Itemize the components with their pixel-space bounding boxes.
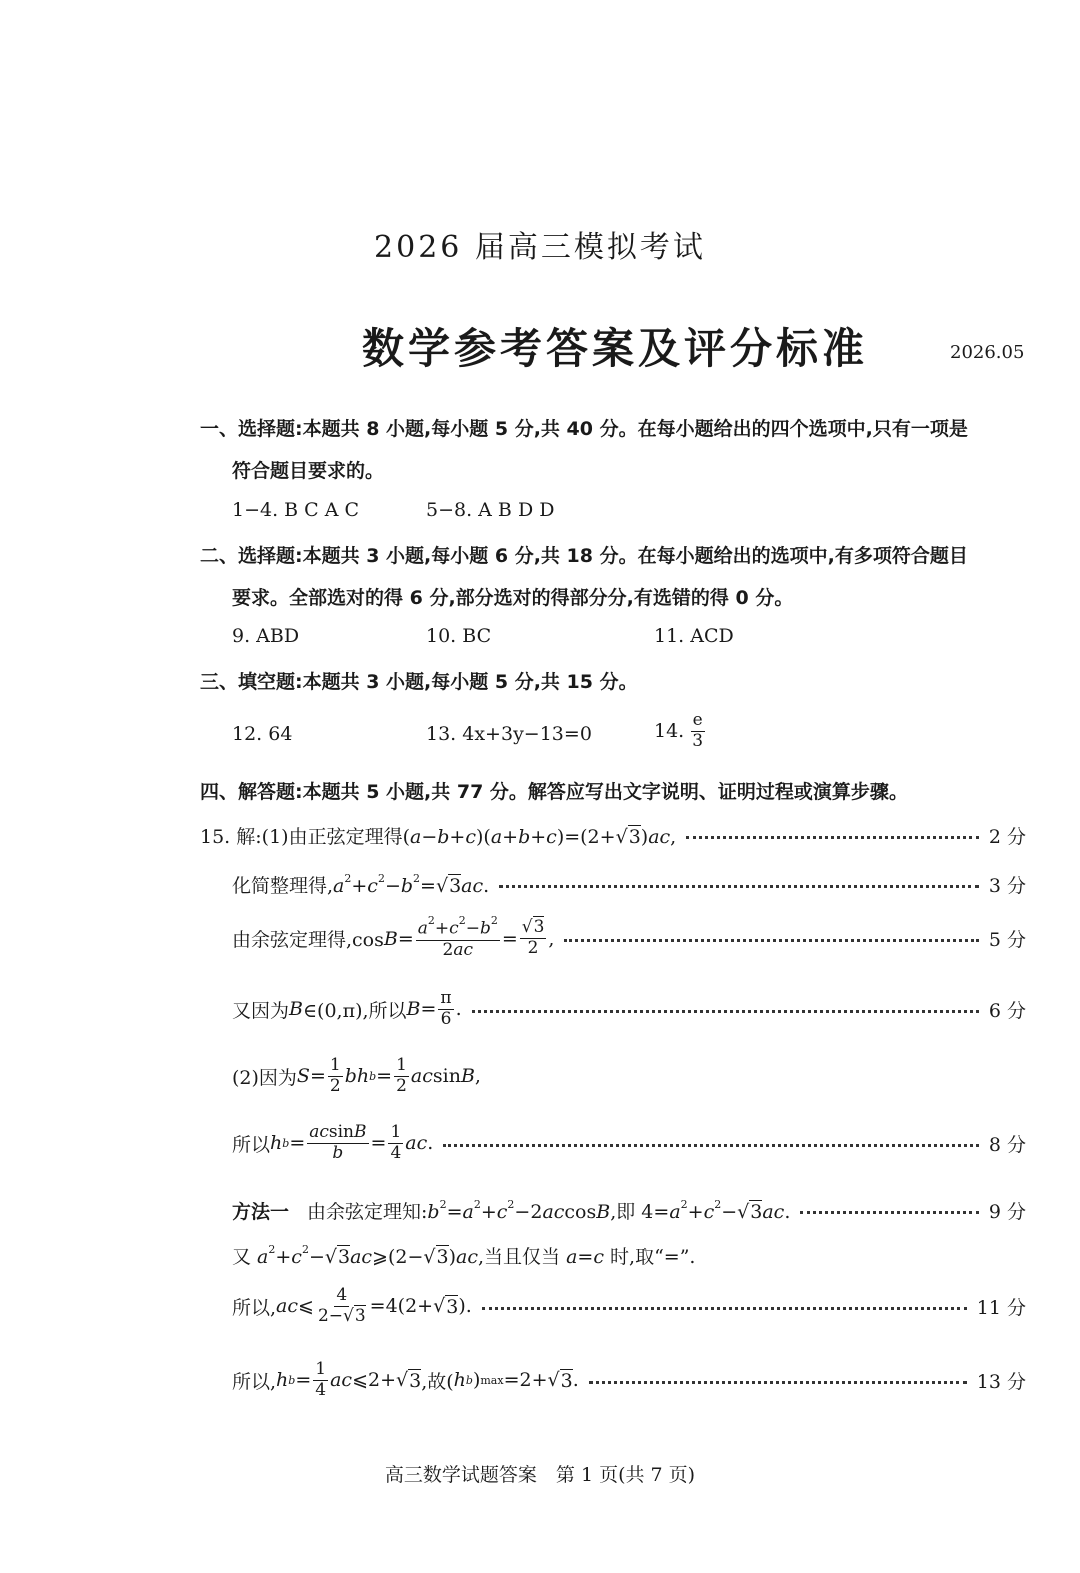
formula-text: 由余弦定理得,cos B = $\frac{a^2+c^2-b^2}{2ac}$ = $\frac{√3}{2}$ ,	[232, 914, 555, 960]
answer-14-numerator: e	[692, 710, 703, 730]
solution-15-line-2	[232, 871, 1026, 898]
solution-15-line-4	[232, 990, 1026, 1029]
score-2: 2 分	[988, 826, 1026, 848]
formula-text: 15. 解:(1)由正弦定理得(a−b+c)(a+b+c)=(2+√3)ac,	[200, 826, 677, 848]
score-13: 13 分	[976, 1370, 1026, 1393]
score-9: 9 分	[988, 1201, 1026, 1223]
exam-date: 2026.05	[950, 342, 1025, 363]
formula-text: 方法一 由余弦定理知$:b^2=a^2+c^2-2accosB$,即 $4=a^2+c^2-√3ac$.	[232, 1197, 791, 1223]
solution-15-line-9	[232, 1287, 1026, 1326]
section-1-heading: 一、选择题:本题共 8 小题,每小题 5 分,共 40 分。在每小题给出的四个选项中,只有一项是	[200, 418, 968, 440]
score-3: 3 分	[988, 875, 1026, 897]
page-title: 数学参考答案及评分标准	[361, 324, 868, 373]
section-4-heading: 四、解答题:本题共 5 小题,共 77 分。解答应写出文字说明、证明过程或演算步骤。	[200, 781, 908, 803]
formula-text: 所以 h b = $\frac{acsinB}{b}$ = $\frac{1}{4}$ ac .	[232, 1122, 434, 1163]
solution-15-line-3	[232, 914, 1026, 960]
section-2-heading: 二、选择题:本题共 3 小题,每小题 6 分,共 18 分。在每小题给出的选项中,有多项符合题目	[200, 545, 968, 567]
answer-1-4: 1−4. B C A C	[232, 499, 360, 521]
solution-15-line-8	[232, 1242, 1026, 1269]
section-1-heading-cont: 符合题目要求的。	[232, 460, 385, 482]
dot-leader	[443, 1144, 979, 1147]
formula-text: 所以, h b = $\frac{1}{4}$ ac ⩽2+√ 3 ,故( h b ) max =2+√ 3 .	[232, 1359, 579, 1400]
answer-14-fraction	[690, 712, 705, 751]
answer-11: 11. ACD	[654, 625, 734, 647]
answer-14-denominator: 3	[692, 730, 704, 751]
dot-leader	[564, 939, 978, 942]
exam-title: 2026 届高三模拟考试	[374, 230, 706, 265]
solution-15-line-10	[232, 1361, 1026, 1400]
solution-15-line-5	[232, 1057, 1026, 1096]
solution-15-line-6	[232, 1124, 1026, 1163]
answer-14	[654, 712, 707, 751]
score-8: 8 分	[988, 1133, 1026, 1156]
answer-10: 10. BC	[426, 625, 492, 647]
dot-leader	[589, 1381, 967, 1384]
answer-14-label: 14.	[654, 720, 685, 743]
section-2-heading-cont: 要求。全部选对的得 6 分,部分选对的得部分分,有选错的得 0 分。	[232, 587, 794, 609]
method-label: 方法一	[232, 1201, 290, 1223]
formula-text: (2)因为 S = $\frac{1}{2}$ bh b = $\frac{1}{2}$ ac sin B ,	[232, 1055, 481, 1096]
dot-leader	[472, 1010, 979, 1013]
answer-9: 9. ABD	[232, 625, 300, 647]
formula-text: 又 $a^2+c^2-√3ac⩾(2-√3)ac$,当且仅当 a=c 时,取“=”.	[232, 1242, 696, 1268]
solution-15-line-1	[200, 822, 1026, 849]
solution-15-line-7	[232, 1197, 1026, 1224]
dot-leader	[800, 1211, 979, 1214]
formula-text: 化简整理得$,a^2+c^2-b^2=√3ac$.	[232, 871, 490, 897]
score-11: 11 分	[976, 1296, 1026, 1319]
dot-leader	[686, 836, 979, 839]
answer-12: 12. 64	[232, 723, 293, 745]
section-3-heading: 三、填空题:本题共 3 小题,每小题 5 分,共 15 分。	[200, 671, 638, 693]
score-5: 5 分	[988, 929, 1026, 952]
dot-leader	[482, 1307, 967, 1310]
dot-leader	[499, 885, 979, 888]
score-6: 6 分	[988, 999, 1026, 1022]
answer-5-8: 5−8. A B D D	[426, 499, 555, 521]
page-footer: 高三数学试题答案 第 1 页(共 7 页)	[384, 1464, 696, 1486]
formula-text: 又因为 B ∈(0,π),所以 B = $\frac{\pi}{6}$ .	[232, 988, 462, 1029]
answer-13: 13. 4x+3y−13=0	[426, 723, 592, 745]
formula-text: 所以, ac ⩽ $\frac{4}{2-√3}$ =4(2+√ 3 ).	[232, 1285, 472, 1326]
